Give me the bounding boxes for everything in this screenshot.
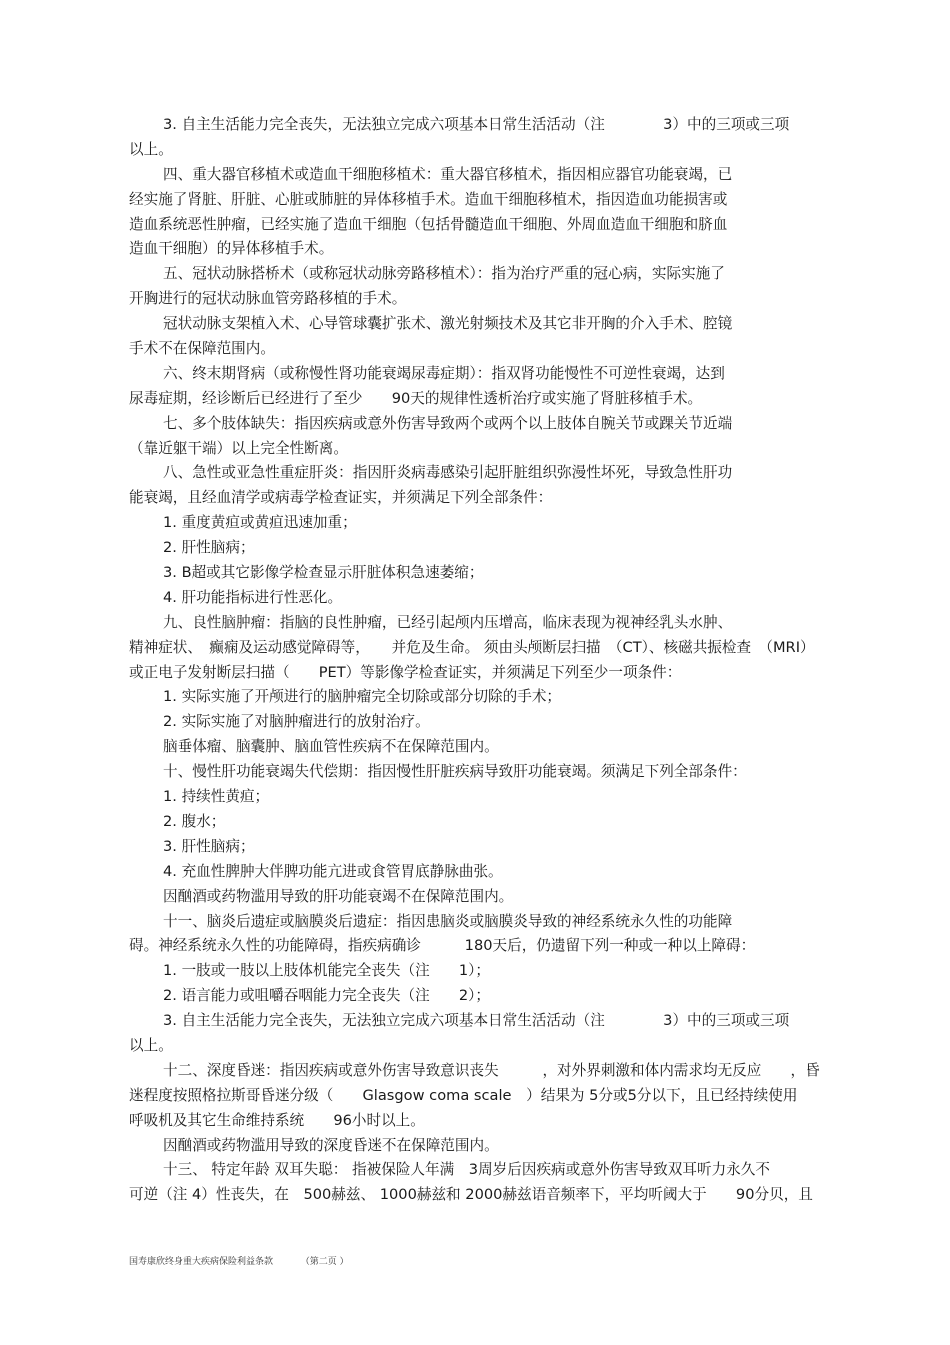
text-line: 呼吸机及其它生命维持系统 96小时以上。 <box>129 1111 425 1129</box>
text-line: 2. 肝性脑病； <box>163 539 255 557</box>
text-line: 尿毒症期，经诊断后已经进行了至少 90天的规律性透析治疗或实施了肾脏移植手术。 <box>129 389 703 407</box>
text-line: 1. 一肢或一肢以上肢体机能完全丧失（注 1）； <box>163 962 491 980</box>
text-line: 造血干细胞）的异体移植手术。 <box>129 240 334 258</box>
text-line: 1. 实际实施了开颅进行的脑肿瘤完全切除或部分切除的手术； <box>163 688 562 706</box>
text-line: 十、慢性肝功能衰竭失代偿期：指因慢性肝脏疾病导致肝功能衰竭。须满足下列全部条件： <box>163 763 747 781</box>
text-line: 迷程度按照格拉斯哥昏迷分级（ Glasgow coma scale ）结果为 5分或5分以下，且已经持续使用 <box>129 1086 798 1104</box>
text-line: 碍。神经系统永久性的功能障碍，指疾病确诊 180天后，仍遗留下列一种或一种以上障碍： <box>129 937 756 955</box>
text-line: 3. 自主生活能力完全丧失，无法独立完成六项基本日常生活活动（注 3）中的三项或三项 <box>163 116 790 133</box>
text-line: 十一、脑炎后遗症或脑膜炎后遗症：指因患脑炎或脑膜炎导致的神经系统永久性的功能障 <box>163 912 733 930</box>
text-line: 九、良性脑肿瘤：指脑的良性肿瘤，已经引起颅内压增高，临床表现为视神经乳头水肿、 <box>163 613 733 631</box>
page-footer <box>129 1254 349 1267</box>
text-line: 因酗酒或药物滥用导致的深度昏迷不在保障范围内。 <box>163 1136 499 1154</box>
text-line: 3. B超或其它影像学检查显示肝脏体积急速萎缩； <box>163 564 484 582</box>
text-line: 五、冠状动脉搭桥术（或称冠状动脉旁路移植术）：指为治疗严重的冠心病，实际实施了 <box>163 265 725 283</box>
text-line: 开胸进行的冠状动脉血管旁路移植的手术。 <box>129 290 407 308</box>
text-line: 经实施了肾脏、肝脏、心脏或肺脏的异体移植手术。造血干细胞移植术，指因造血功能损害或 <box>129 190 728 208</box>
text-line: 四、重大器官移植术或造血干细胞移植术：重大器官移植术，指因相应器官功能衰竭，已 <box>163 165 733 183</box>
text-line: 七、多个肢体缺失：指因疾病或意外伤害导致两个或两个以上肢体自腕关节或踝关节近端 <box>163 414 733 432</box>
text-line: 3. 肝性脑病； <box>163 837 255 855</box>
text-line: 4. 充血性脾肿大伴脾功能亢进或食管胃底静脉曲张。 <box>163 862 503 880</box>
text-line: 精神症状、 癫痫及运动感觉障碍等， 并危及生命。 须由头颅断层扫描 （CT）、核磁共振检查 （MRI） <box>129 638 815 656</box>
text-line: 造血系统恶性肿瘤，已经实施了造血干细胞（包括骨髓造血干细胞、外周血造血干细胞和脐血 <box>129 215 728 233</box>
text-line: 因酗酒或药物滥用导致的肝功能衰竭不在保障范围内。 <box>163 887 514 905</box>
text-line: 脑垂体瘤、脑囊肿、脑血管性疾病不在保障范围内。 <box>163 738 499 756</box>
text-line: 1. 重度黄疸或黄疸迅速加重； <box>163 514 357 532</box>
text-line: 4. 肝功能指标进行性恶化。 <box>163 588 343 606</box>
text-line: 能衰竭，且经血清学或病毒学检查证实，并须满足下列全部条件： <box>129 489 553 507</box>
body-text <box>129 113 821 1208</box>
text-line: 八、急性或亚急性重症肝炎：指因肝炎病毒感染引起肝脏组织弥漫性坏死，导致急性肝功 <box>163 464 733 482</box>
text-line: 十三、 特定年龄 双耳失聪： 指被保险人年满 3周岁后因疾病或意外伤害导致双耳听力永久不 <box>163 1161 770 1179</box>
text-line: 可逆（注 4）性丧失，在 500赫兹、 1000赫兹和 2000赫兹语音频率下，平均听阈大于 90分贝，且 <box>129 1186 813 1204</box>
text-line: 2. 腹水； <box>163 812 226 830</box>
text-line: 以上。 <box>129 1036 173 1054</box>
footer-page-number: （第二页 ） <box>300 1257 349 1267</box>
footer-title: 国寿康欣终身重大疾病保险利益条款 <box>129 1257 274 1267</box>
text-line: 2. 实际实施了对脑肿瘤进行的放射治疗。 <box>163 713 430 731</box>
text-line: （靠近躯干端）以上完全性断离。 <box>129 439 348 457</box>
text-line: 十二、深度昏迷：指因疾病或意外伤害导致意识丧失 ，对外界刺激和体内需求均无反应 ，昏 <box>163 1061 820 1079</box>
text-line: 2. 语言能力或咀嚼吞咽能力完全丧失（注 2）； <box>163 987 491 1005</box>
text-line: 3. 自主生活能力完全丧失，无法独立完成六项基本日常生活活动（注 3）中的三项或三项 <box>163 1012 790 1030</box>
text-line: 1. 持续性黄疸； <box>163 788 270 806</box>
text-line: 六、终末期肾病（或称慢性肾功能衰竭尿毒症期）：指双肾功能慢性不可逆性衰竭，达到 <box>163 364 725 382</box>
text-line: 冠状动脉支架植入术、心导管球囊扩张术、激光射频技术及其它非开胸的介入手术、腔镜 <box>163 315 733 333</box>
text-line: 或正电子发射断层扫描（ PET）等影像学检查证实，并须满足下列至少一项条件： <box>129 663 682 681</box>
text-line: 以上。 <box>129 140 173 158</box>
text-line: 手术不在保障范围内。 <box>129 340 275 358</box>
